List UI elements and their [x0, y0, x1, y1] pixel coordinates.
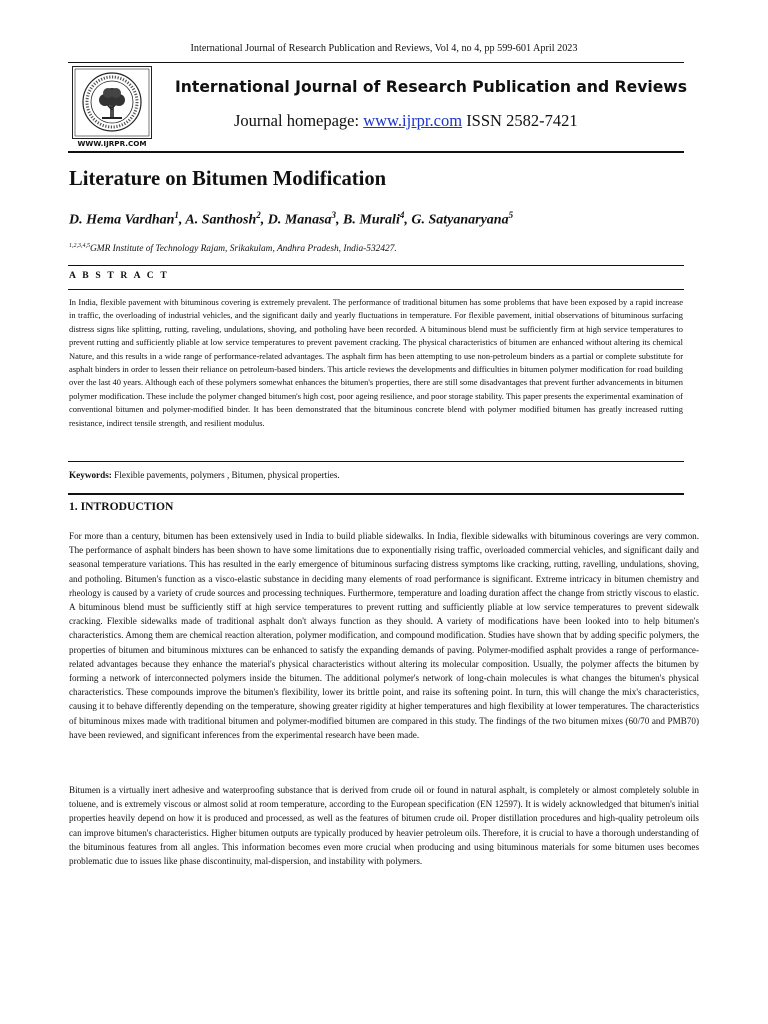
keywords-text: Flexible pavements, polymers , Bitumen, physical properties.: [111, 470, 340, 480]
homepage-link[interactable]: www.ijrpr.com: [363, 111, 463, 130]
header-bottom-rule: [68, 151, 684, 153]
author-name: B. Murali: [343, 212, 400, 228]
affiliation-text: GMR Institute of Technology Rajam, Srikakulam, Andhra Pradesh, India-532427.: [90, 244, 397, 255]
section-rule: [68, 493, 684, 495]
abstract-top-rule: [68, 265, 684, 266]
affiliation-sup: 1,2,3,4,5: [69, 243, 90, 249]
journal-title: International Journal of Research Publication and Reviews: [175, 78, 687, 96]
author-sup: 2: [256, 210, 261, 220]
abstract-heading: A B S T R A C T: [69, 270, 169, 281]
journal-logo: [72, 66, 152, 148]
intro-paragraph-2: Bitumen is a virtually inert adhesive and waterproofing substance that is derived from crude oil or found in natural asphalt, is completely or almost completely soluble in toluene, and is extremely viscous or almost solid at room temperature, according to the European specification (EN 12597). It is widely acknowledged that bitumen's initial properties heavily depend on how it is produced and processed, as well as the features of bitumen crude oil. Proper distillation procedures and high-quality petroleum oils can improve bitumen's characteristics. Higher bitumen outputs are typically produced by heavier petroleum oils. Therefore, it is crucial to have a thorough understanding of the bituminous features from all angles. This information becomes even more crucial when producing and using bituminous materials for some bitumen uses becomes problematic due to issues like phase discontinuity, mal-dispersion, and instability with polymers.: [69, 785, 699, 867]
author-name: D. Manasa: [267, 212, 332, 228]
author-name: D. Hema Vardhan: [69, 212, 175, 228]
issn: ISSN 2582-7421: [466, 111, 578, 130]
intro-paragraph-1: For more than a century, bitumen has been extensively used in India to build pliable sidewalks. In India, flexible sidewalks with bituminous coverings are very common. The performance of asphalt binders has been shown to have some limitations due to exponentially rising traffic, overloaded commercial vehicles, and significant daily and seasonal temperature variations. This has resulted in the early emergence of bituminous surfacing distress symptoms like cracking, rutting, ravelling, undulations, shoving, and potholing. Bitumen's function as a visco-elastic substance in deciding many elements of road performance is significant. Extreme intricacy in bitumen chemistry and rheology is caused by a variety of crude sources and processing techniques. Furthermore, temperature and loading duration affect the change from strictly viscous to elastic. A bituminous blend must be sufficiently stiff at high service temperatures to prevent rutting and sufficiently pliable at low service temperatures to prevent sidewalk cracking. Flexible sidewalks made of traditional asphalt don't always function as they should. A variety of modifications have been looked into to help bitumen's characteristics. Among them are chemical reaction alteration, polymer modification, and compound modification. Studies have shown that by adding specific polymers, the properties of bitumen and bituminous mixtures can be enhanced to satisfy the expanding demands of paving. Polymer-modified asphalt provides a range of performance-related advantages because they enhance the material's physical characteristics without altering its molecular composition. Usually, the polymer affects the bitumen by forming a network of interconnected polymers inside the bitumen. The additional polymer's network of long-chain molecules is what changes the bitumen's physical characteristics. These compounds improve the bitumen's flexibility, lower its brittle point, and raise its softening point. In turn, this will change the mix's characteristics, causing it to behave differently depending on the temperature, showing greater rigidity at higher temperatures and high flexibility at lower temperatures. The characteristics of bituminous mixes made with traditional bitumen and polymer-modified bitumen are compared in this study. The findings of the two bitumen mixes (60/70 and PMB70) have been reviewed, and significant inferences from the experimental research have been made.: [69, 531, 699, 740]
journal-homepage-line: [234, 111, 578, 131]
author-sup: 5: [508, 210, 514, 220]
author-sup: 1: [174, 210, 179, 220]
author-sup: 3: [331, 210, 337, 220]
abstract-bottom-rule: [68, 461, 684, 462]
author-list: D. Hema Vardhan$^1$, A. Santhosh$^2$, D. Manasa$^3$, B. Murali$^4$, G. Satyanaryana$^5$: [69, 210, 514, 228]
author-sup: 4: [399, 210, 405, 220]
keywords: [69, 470, 340, 480]
logo-text: WWW.IJRPR.COM: [77, 139, 147, 148]
keywords-label: Keywords:: [69, 470, 112, 480]
abstract-heading-rule: [68, 289, 684, 290]
affiliation: [69, 243, 397, 254]
journal-header: [68, 64, 687, 150]
homepage-label: Journal homepage:: [234, 111, 360, 130]
abstract-text: In India, flexible pavement with bituminous covering is extremely prevalent. The performance of traditional bitumen has some problems that have been exposed by a rapid increase in traffic, the overloading of industrial vehicles, and the significant daily and yearly fluctuations in temperature. For flexible pavement, initial observations of bituminous surfacing distress signs like splitting, rutting, raveling, undulations, shoving, and potholing have been recorded. A bituminous blend must be sufficiently firm at high service temperatures to prevent rutting and sufficiently pliable at low service temperatures to prevent pavement cracking. The physical characteristics of bitumen are enhanced without altering its chemical Nature, and this results in a wide range of performance-related advantages. The asphalt firm has been attempting to use non-petroleum binders as a partial or complete substitute for asphalt binders in order to lessen their reliance on petroleum-based binders. This article reviews the developments and difficulties in bitumen polymer modification for road building over the last 40 years. Although each of these polymers somewhat enhances the bitumen's properties, there are still some disadvantages that prevent further advancements in bitumen polymer modification. These include the polymer changed bitumen's high cost, poor ageing resilience, and poor storage stability. This paper presents the experimental examination of conventional bitumen and polymer-modified binder. It has been demonstrated that the bituminous concrete blend with polymer modified bitumen has greatly increased rutting resistance, indirect tensile strength, and resilient modulus.: [69, 297, 683, 428]
running-head: International Journal of Research Publication and Reviews, Vol 4, no 4, pp 599-601 April 2023: [190, 43, 578, 54]
paper-title: Literature on Bitumen Modification: [69, 168, 387, 190]
author-name: A. Santhosh: [185, 212, 257, 228]
author-name: G. Satyanaryana: [411, 212, 509, 228]
header-top-rule: [68, 62, 684, 63]
section-heading-introduction: 1. INTRODUCTION: [69, 500, 174, 513]
